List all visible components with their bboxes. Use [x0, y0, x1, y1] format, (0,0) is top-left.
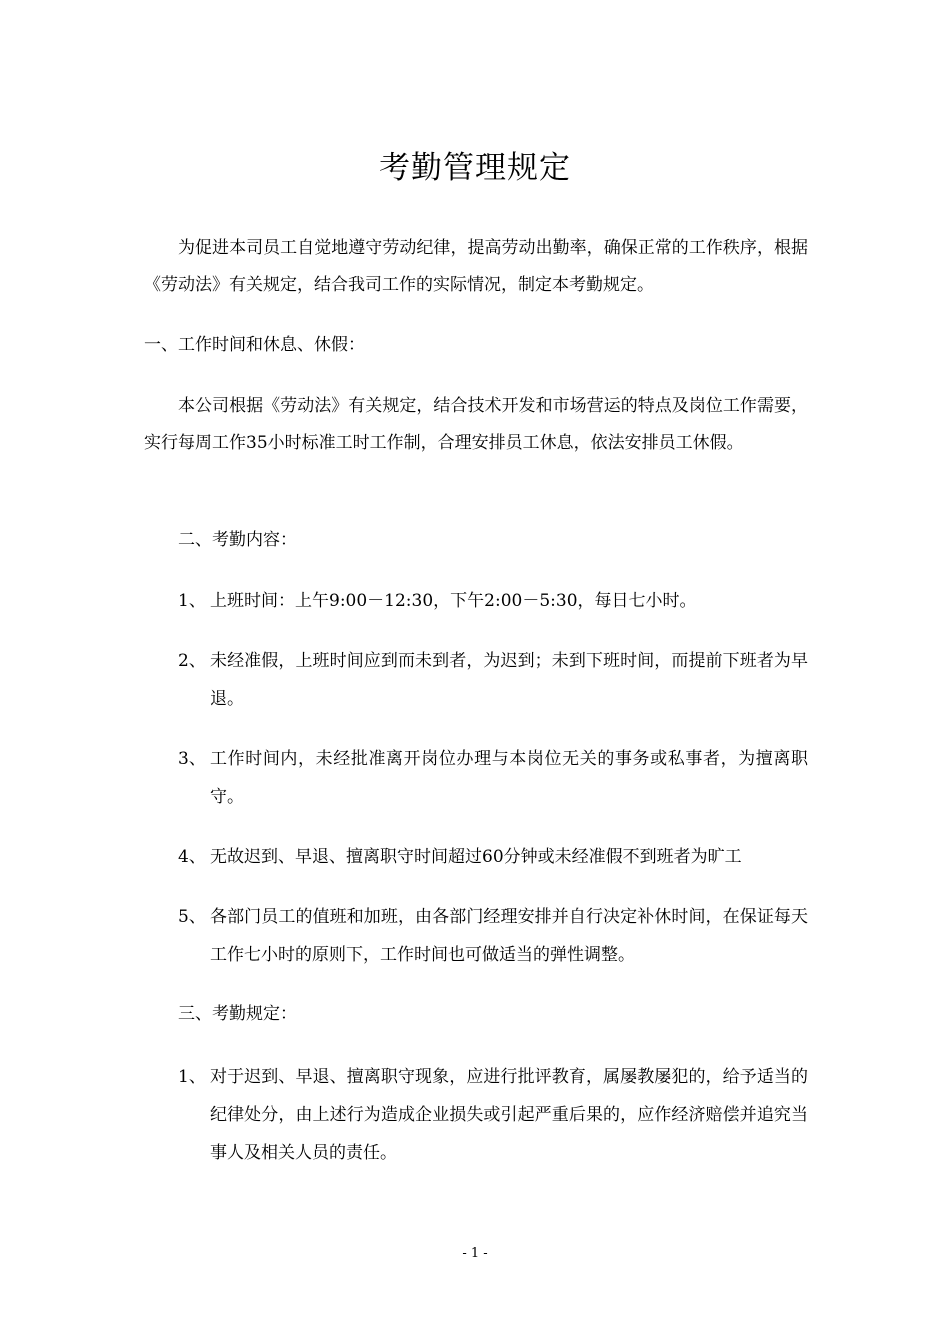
list-item-text: 未经准假，上班时间应到而未到者，为迟到；未到下班时间，而提前下班者为早退。 — [210, 651, 808, 709]
intro-paragraph: 为促进本司员工自觉地遵守劳动纪律，提高劳动出勤率，确保正常的工作秩序，根据《劳动法》有关规定，结合我司工作的实际情况，制定本考勤规定。 — [144, 238, 808, 295]
list-item-number: 5、 — [178, 907, 206, 927]
section-2-heading: 二、考勤内容： — [178, 530, 297, 550]
list-item-number: 2、 — [178, 651, 206, 671]
list-item-text: 工作时间内，未经批准离开岗位办理与本岗位无关的事务或私事者，为擅离职守。 — [210, 749, 808, 807]
list-item-text: 无故迟到、早退、擅离职守时间超过60分钟或未经准假不到班者为旷工 — [210, 847, 742, 867]
list-item-number: 1、 — [178, 1067, 206, 1087]
list-item-number: 4、 — [178, 847, 206, 867]
list-item — [178, 898, 808, 974]
list-item-number: 3、 — [178, 749, 206, 769]
list-item — [178, 642, 808, 718]
list-item-text: 上班时间：上午9:00－12:30，下午2:00－5:30，每日七小时。 — [210, 591, 697, 611]
list-item-text: 对于迟到、早退、擅离职守现象，应进行批评教育，属屡教屡犯的，给予适当的纪律处分，由上述行为造成企业损失或引起严重后果的，应作经济赔偿并追究当事人及相关人员的责任。 — [210, 1067, 808, 1163]
section-1-body: 本公司根据《劳动法》有关规定，结合技术开发和市场营运的特点及岗位工作需要，实行每周工作35小时标准工时工作制，合理安排员工休息，依法安排员工休假。 — [144, 396, 808, 453]
document-title: 考勤管理规定 — [379, 150, 571, 186]
list-item — [178, 582, 808, 620]
list-item — [178, 740, 808, 816]
section-1-heading: 一、工作时间和休息、休假： — [144, 335, 365, 355]
list-item — [178, 1058, 808, 1172]
list-item-text: 各部门员工的值班和加班，由各部门经理安排并自行决定补休时间，在保证每天工作七小时的原则下，工作时间也可做适当的弹性调整。 — [210, 907, 808, 965]
list-item-number: 1、 — [178, 591, 206, 611]
section-3-heading: 三、考勤规定： — [178, 1004, 297, 1024]
list-item — [178, 838, 808, 876]
page-number: - 1 - — [462, 1246, 488, 1261]
